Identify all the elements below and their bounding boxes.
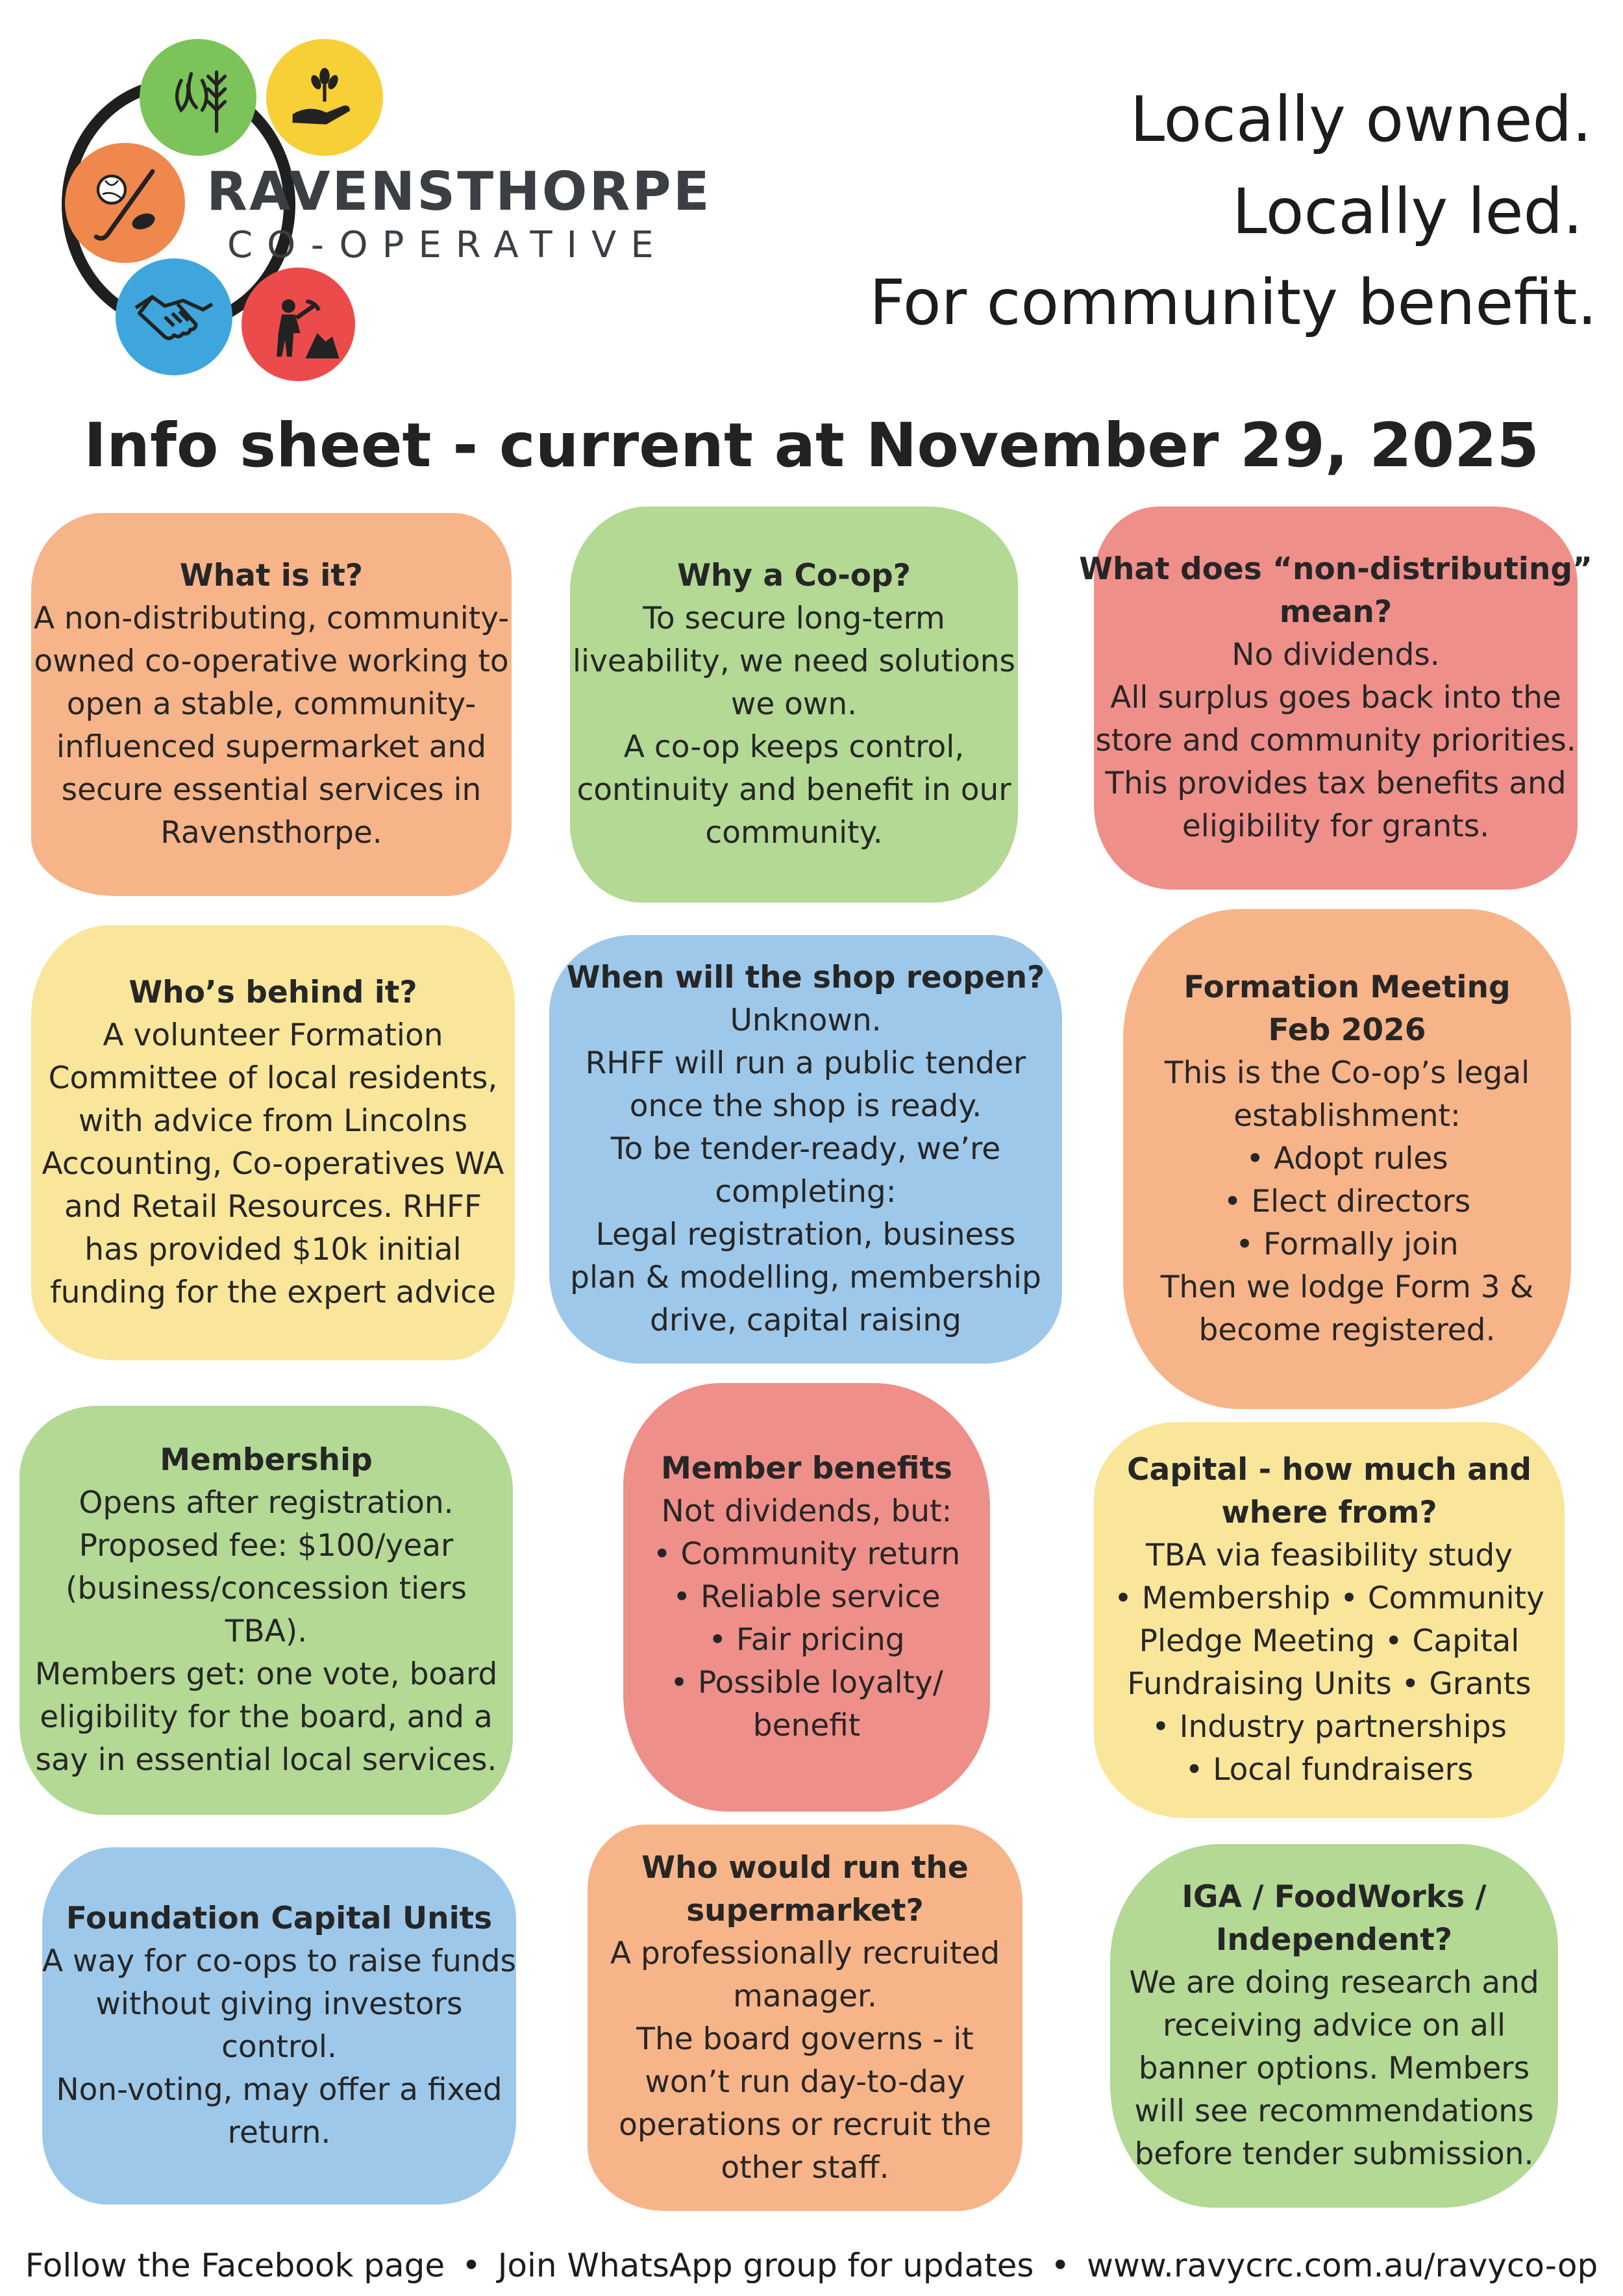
card-text: without giving investors xyxy=(95,1986,463,2022)
card-text: drive, capital raising xyxy=(650,1303,961,1338)
card-text: completing: xyxy=(715,1174,897,1210)
card-text: • Industry partnerships xyxy=(1152,1709,1507,1745)
brand-name: RAVENSTHORPE xyxy=(206,161,712,223)
card-text: funding for the expert advice xyxy=(50,1275,496,1310)
card-text: Non-voting, may offer a fixed xyxy=(56,2072,502,2108)
card-text: Committee of local residents, xyxy=(48,1060,498,1096)
wheat-hand-icon xyxy=(266,39,383,156)
card-heading: supermarket? xyxy=(686,1892,924,1928)
card-text: we own. xyxy=(730,686,858,722)
card-text: Ravensthorpe. xyxy=(160,815,382,851)
card-text: (business/concession tiers xyxy=(66,1571,467,1606)
card-text: and Retail Resources. RHFF xyxy=(64,1189,482,1225)
card-text: The board governs - it xyxy=(636,2021,974,2057)
card-heading: Who would run the xyxy=(641,1849,969,1886)
card-text: Not dividends, but: xyxy=(661,1493,952,1529)
card-text: has provided $10k initial xyxy=(84,1232,462,1267)
card-heading: Independent? xyxy=(1215,1922,1453,1958)
card-text: TBA via feasibility study xyxy=(1145,1538,1513,1573)
card-text: control. xyxy=(221,2029,337,2065)
card-text: store and community priorities. xyxy=(1095,723,1576,758)
card-text: with advice from Lincolns xyxy=(78,1103,468,1139)
card-text: • Membership • Community xyxy=(1114,1580,1544,1616)
card-text: Fundraising Units • Grants xyxy=(1127,1666,1531,1702)
card-text: Unknown. xyxy=(730,1003,882,1038)
card-text: liveability, we need solutions xyxy=(572,643,1016,679)
card-text: establishment: xyxy=(1233,1098,1461,1134)
card-text: We are doing research and xyxy=(1129,1965,1539,2001)
card-text: plan & modelling, membership xyxy=(570,1260,1041,1295)
card-heading: Membership xyxy=(160,1442,373,1478)
page-title: Info sheet - current at November 29, 2025 xyxy=(84,410,1539,481)
card-text: manager. xyxy=(733,1978,877,2014)
card-text: Then we lodge Form 3 & xyxy=(1160,1269,1534,1305)
card-text: • Formally join xyxy=(1235,1227,1459,1262)
card-text: Proposed fee: $100/year xyxy=(79,1528,454,1564)
bullet-separator: • xyxy=(462,2247,481,2284)
card-text: community. xyxy=(705,815,883,851)
card-text: No dividends. xyxy=(1232,637,1440,673)
brand-subtitle: CO-OPERATIVE xyxy=(227,224,668,266)
card-member-benefits xyxy=(623,1383,990,1812)
card-heading: What is it? xyxy=(179,558,364,593)
card-heading: mean? xyxy=(1279,594,1393,630)
card-heading: Foundation Capital Units xyxy=(66,1901,493,1936)
card-banner-options xyxy=(1110,1844,1558,2208)
card-text: benefit xyxy=(752,1708,861,1743)
card-text: A volunteer Formation xyxy=(103,1017,443,1053)
card-text: receiving advice on all xyxy=(1162,2008,1506,2043)
footer xyxy=(0,2247,1623,2284)
card-text: return. xyxy=(227,2115,331,2151)
card-heading: Member benefits xyxy=(661,1451,952,1486)
card-text: • Elect directors xyxy=(1223,1184,1471,1219)
tagline-line-3: For community benefit. xyxy=(869,266,1597,339)
card-text: continuity and benefit in our xyxy=(576,772,1011,808)
card-heading: What does “non-distributing” xyxy=(1079,551,1592,587)
card-text: will see recommendations xyxy=(1134,2093,1534,2129)
card-text: A non-distributing, community- xyxy=(33,601,510,636)
footer-whatsapp[interactable]: Join WhatsApp group for updates xyxy=(497,2247,1034,2284)
card-heading: Why a Co-op? xyxy=(677,558,911,593)
card-membership xyxy=(19,1406,513,1815)
card-heading: Feb 2026 xyxy=(1268,1012,1426,1048)
card-text: eligibility for the board, and a xyxy=(40,1699,493,1735)
card-foundation-capital-units xyxy=(42,1847,516,2204)
footer-facebook[interactable]: Follow the Facebook page xyxy=(25,2247,445,2284)
card-text: become registered. xyxy=(1198,1312,1496,1348)
card-heading: IGA / FoodWorks / xyxy=(1182,1879,1487,1915)
tagline-line-1: Locally owned. xyxy=(1130,83,1592,156)
card-text: won’t run day-to-day xyxy=(645,2064,965,2100)
card-capital xyxy=(1094,1422,1565,1818)
bullet-separator: • xyxy=(1050,2247,1070,2284)
handshake-icon xyxy=(116,258,232,375)
card-heading: Capital - how much and xyxy=(1127,1452,1531,1488)
card-text: To secure long-term xyxy=(643,601,945,636)
card-text: • Reliable service xyxy=(673,1579,941,1615)
card-text: Opens after registration. xyxy=(79,1485,454,1521)
tagline-line-2: Locally led. xyxy=(1232,175,1583,248)
card-text: A way for co-ops to raise funds xyxy=(42,1943,517,1979)
card-text: RHFF will run a public tender xyxy=(585,1045,1026,1081)
card-text: To be tender-ready, we’re xyxy=(610,1131,1001,1167)
card-text: All surplus goes back into the xyxy=(1110,680,1561,716)
card-text: owned co-operative working to xyxy=(34,643,509,679)
card-text: Members get: one vote, board xyxy=(34,1656,498,1692)
card-heading: where from? xyxy=(1221,1495,1437,1530)
card-text: influenced supermarket and xyxy=(56,729,487,765)
card-text: A professionally recruited xyxy=(610,1935,1000,1971)
flower-icon xyxy=(140,39,256,156)
card-formation-meeting xyxy=(1123,909,1571,1409)
card-text: operations or recruit the xyxy=(619,2106,991,2143)
card-what-is-it xyxy=(31,513,512,896)
card-heading: Who’s behind it? xyxy=(129,975,417,1010)
card-text: This is the Co-op’s legal xyxy=(1164,1055,1530,1091)
card-text: Legal registration, business xyxy=(595,1217,1016,1253)
card-text: This provides tax benefits and xyxy=(1105,766,1567,801)
card-text: say in essential local services. xyxy=(35,1742,497,1778)
card-text: Pledge Meeting • Capital xyxy=(1139,1623,1520,1659)
card-text: • Adopt rules xyxy=(1246,1141,1448,1177)
card-text: A co-op keeps control, xyxy=(623,729,965,765)
miner-icon xyxy=(242,268,355,381)
card-why-a-co-op xyxy=(570,506,1018,903)
card-heading: When will the shop reopen? xyxy=(566,960,1045,995)
card-text: other staff. xyxy=(721,2149,889,2186)
card-who-would-run xyxy=(588,1825,1022,2211)
card-text: • Local fundraisers xyxy=(1185,1752,1474,1788)
card-text: open a stable, community- xyxy=(66,686,477,722)
card-whos-behind-it xyxy=(31,925,515,1360)
card-text: eligibility for grants. xyxy=(1182,808,1490,844)
card-non-distributing xyxy=(1079,506,1592,890)
card-text: banner options. Members xyxy=(1138,2051,1530,2086)
card-text: Accounting, Co-operatives WA xyxy=(42,1146,504,1182)
card-shop-reopen xyxy=(549,935,1062,1364)
card-text: • Fair pricing xyxy=(708,1622,905,1658)
card-text: secure essential services in xyxy=(61,772,482,808)
sports-icon xyxy=(65,143,185,263)
card-heading: Formation Meeting xyxy=(1183,969,1511,1005)
card-text: • Community return xyxy=(652,1536,961,1572)
card-text: once the shop is ready. xyxy=(629,1088,982,1124)
footer-website-link[interactable]: www.ravycrc.com.au/ravyco-op xyxy=(1086,2247,1598,2284)
card-text: • Possible loyalty/ xyxy=(670,1665,943,1701)
card-text: before tender submission. xyxy=(1134,2136,1534,2172)
card-text: TBA). xyxy=(225,1614,308,1649)
